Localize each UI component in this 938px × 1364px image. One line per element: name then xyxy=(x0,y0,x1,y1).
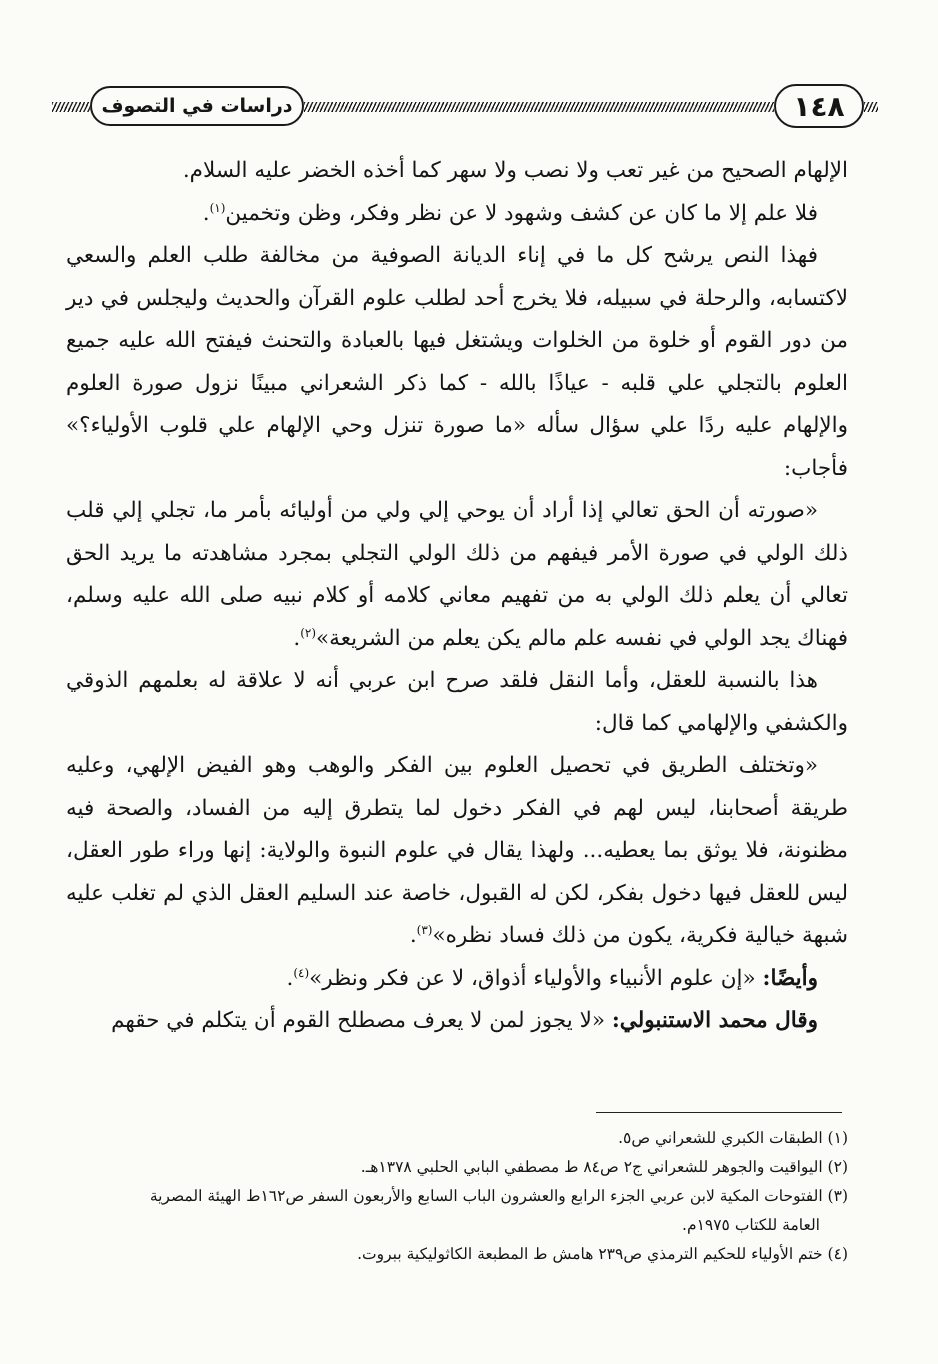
header-ornament-middle xyxy=(304,102,774,112)
paragraph-3-text: فهذا النص يرشح كل ما في إناء الديانة الصوفية من مخالفة طلب العلم والسعي لاكتسابه، والرحلة في سبيله، فلا يخرج أحد لطلب علوم القرآن والحديث وليجلس في دير من دور القوم أو خلوة من الخلوات ويشتغل فيها بالعبادة والتحنث فيفتح الله عليه جميع العلوم بالتجلي علي قلبه - عياذًا بالله - كما ذكر الشعراني مبينًا نزول صورة العلوم والإلهام عليه ردًا علي سؤال سأله «ما صورة تنزل وحي الإلهام علي قلوب الأولياء؟» فأجاب: xyxy=(66,243,848,481)
footnote-4: (٤) ختم الأولياء للحكيم الترمذي ص٢٣٩ هامش ط المطبعة الكاثوليكية ببروت. xyxy=(357,1245,848,1263)
running-header xyxy=(52,84,878,130)
paragraph-6-end: . xyxy=(409,923,417,948)
paragraph-5 xyxy=(66,660,848,745)
paragraph-4-quote xyxy=(66,490,848,660)
paragraph-3 xyxy=(66,235,848,490)
paragraph-7 xyxy=(66,958,848,1001)
footnote-separator xyxy=(596,1112,842,1113)
paragraph-2 xyxy=(66,193,848,236)
paragraph-7-lead: وأيضًا: xyxy=(762,965,818,991)
paragraph-8 xyxy=(66,1000,848,1043)
paragraph-2-end: . xyxy=(202,200,210,226)
paragraph-7-text: «إن علوم الأنبياء والأولياء أذواق، لا عن فكر ونظر» xyxy=(309,965,763,991)
paragraph-6-text: «وتختلف الطريق في تحصيل العلوم بين الفكر والوهب وهو الفيض الإلهي، وعليه طريقة أصحابنا، ليس لهم في الفكر دخول لما يتطرق إليه من الفساد، والصحة فيه مظنونة، فلا يوثق بما يعطيه... ولهذا يقال في علوم النبوة والولاية: إنها وراء طور العقل، ليس للعقل فيها دخول بفكر، لكن له القبول، خاصة عند السليم العقل الذي لم تغلب عليه شبهة خيالية فكرية، يكون من ذلك فساد نظره» xyxy=(66,753,848,948)
header-ornament-right xyxy=(864,102,878,112)
footnote-3-continued: العامة للكتاب ١٩٧٥م. xyxy=(682,1216,820,1234)
paragraph-5-text: هذا بالنسبة للعقل، وأما النقل فلقد صرح ابن عربي أنه لا علاقة له بعلمهم الذوقي والكشفي والإلهامي كما قال: xyxy=(66,668,848,736)
paragraph-6-quote xyxy=(66,745,848,958)
paragraph-7-end: . xyxy=(286,965,294,991)
footnote-ref-3: (٣) xyxy=(416,922,433,937)
paragraph-4-text: «صورته أن الحق تعالي إذا أراد أن يوحي إلي ولي من أوليائه بأمر ما، تجلي إلي قلب ذلك الولي في صورة الأمر فيفهم من ذلك الولي التجلي بمجرد مشاهدته ما يريد الحق تعالي أن يعلم ذلك الولي به من تفهيم معاني كلامه أو كلام نبيه صلى الله عليه وسلم، فهناك يجد الولي في نفسه علم مالم يكن يعلم من الشريعة» xyxy=(66,498,848,651)
paragraph-8-lead: وقال محمد الاستنبولي: xyxy=(611,1008,818,1033)
paragraph-1-text: الإلهام الصحيح من غير تعب ولا نصب ولا سهر كما أخذه الخضر عليه السلام. xyxy=(182,158,848,183)
body-text xyxy=(66,150,848,1043)
paragraph-4-end: . xyxy=(293,625,301,651)
footnote-ref-4: (٤) xyxy=(293,965,310,980)
footnote-2: (٢) اليواقيت والجوهر للشعراني ج٢ ص٨٤ ط مصطفي البابي الحلبي ١٣٧٨هـ. xyxy=(360,1158,848,1176)
footnote-1: (١) الطبقات الكبري للشعراني ص٥. xyxy=(618,1129,848,1147)
footnote-ref-2: (٢) xyxy=(300,625,317,640)
header-ornament-left xyxy=(52,102,90,112)
footnote-ref-1: (١) xyxy=(209,200,226,215)
paragraph-8-text: «لا يجوز لمن لا يعرف مصطلح القوم أن يتكلم في حقهم xyxy=(111,1008,612,1033)
paragraph-2-text: فلا علم إلا ما كان عن كشف وشهود لا عن نظر وفكر، وظن وتخمين xyxy=(225,200,818,226)
paragraph-1 xyxy=(66,150,848,193)
page-number: ١٤٨ xyxy=(774,84,864,128)
footnote-3: (٣) الفتوحات المكية لابن عربي الجزء الرابع والعشرون الباب السابع والأربعون السفر ص١٦٢ط الهيئة المصرية xyxy=(149,1187,848,1205)
footnotes xyxy=(66,1124,848,1269)
running-title: دراسات في التصوف xyxy=(90,86,304,126)
